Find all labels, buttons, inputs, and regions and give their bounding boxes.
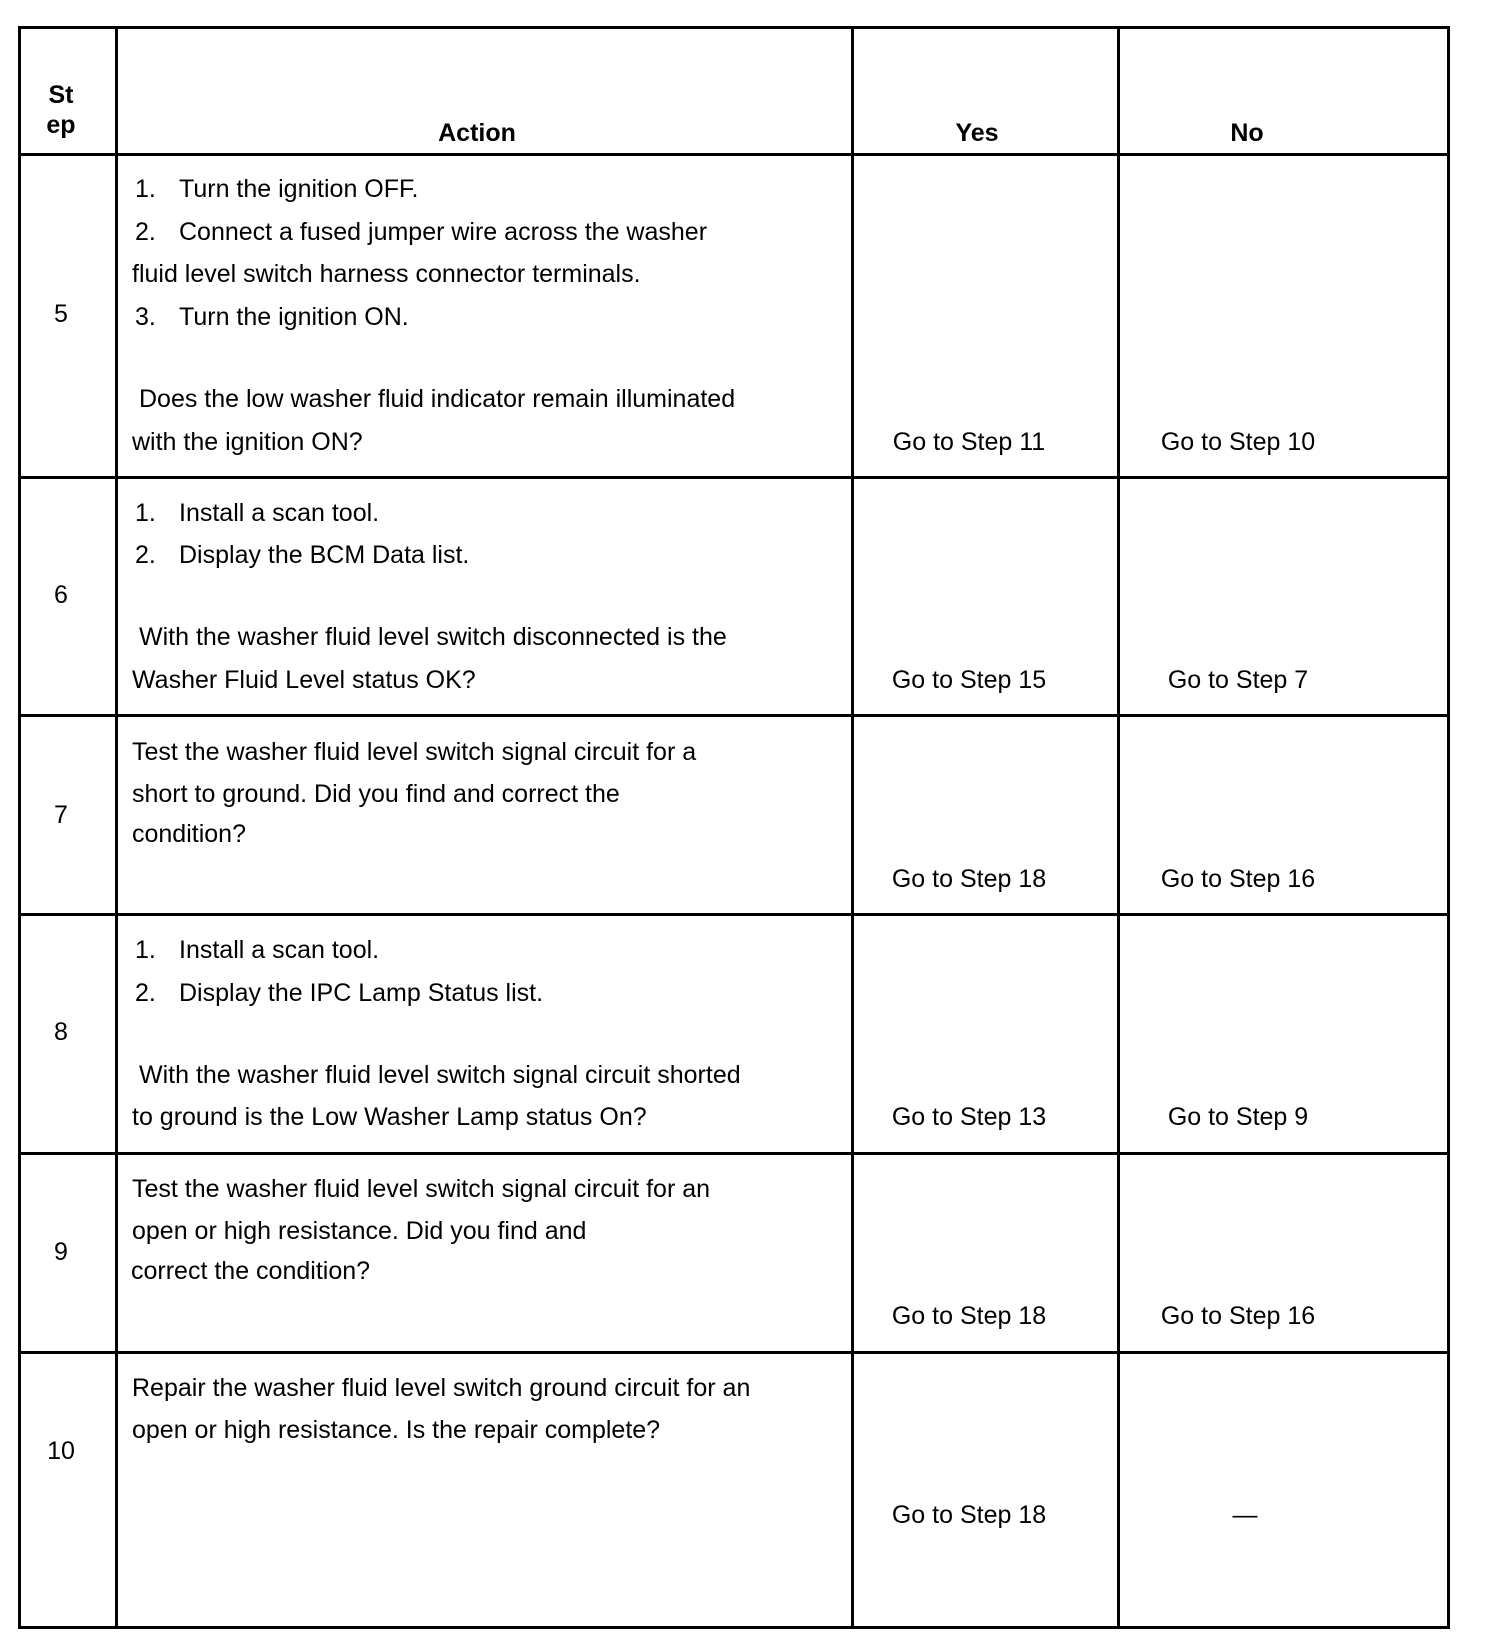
action-text: Test the washer fluid level switch signal circuit for an <box>132 1175 711 1203</box>
action-question: With the washer fluid level switch signal circuit shorted <box>139 1061 741 1089</box>
no-result: Go to Step 10 <box>1160 428 1316 456</box>
row-divider <box>21 476 1447 479</box>
column-divider <box>115 29 118 1626</box>
row-divider <box>21 1351 1447 1354</box>
action-question: with the ignition ON? <box>132 428 363 456</box>
action-item: 3. Turn the ignition ON. <box>135 303 409 331</box>
action-item: 2. Connect a fused jumper wire across the washer <box>135 218 708 246</box>
step-number: 6 <box>54 581 68 609</box>
no-result: — <box>1232 1501 1258 1529</box>
step-number: 9 <box>54 1238 68 1266</box>
action-text: open or high resistance. Did you find and <box>132 1217 587 1245</box>
action-item: 1. Turn the ignition OFF. <box>135 175 419 203</box>
no-result: Go to Step 9 <box>1167 1103 1309 1131</box>
header-step: St ep <box>46 81 76 139</box>
row-divider <box>21 913 1447 916</box>
no-result: Go to Step 16 <box>1160 865 1316 893</box>
action-question: With the washer fluid level switch disconnected is the <box>139 623 727 651</box>
step-number: 7 <box>54 801 68 829</box>
row-divider <box>21 1152 1447 1155</box>
yes-result: Go to Step 15 <box>891 666 1047 694</box>
header-no: No <box>1230 119 1264 147</box>
action-text: correct the condition? <box>131 1257 371 1285</box>
yes-result: Go to Step 18 <box>891 1501 1047 1529</box>
action-item: fluid level switch harness connector terminals. <box>132 260 641 288</box>
action-text: Test the washer fluid level switch signal circuit for a <box>132 738 697 766</box>
action-question: to ground is the Low Washer Lamp status On? <box>132 1103 647 1131</box>
row-divider <box>21 153 1447 156</box>
yes-result: Go to Step 18 <box>891 1302 1047 1330</box>
step-number: 10 <box>47 1437 75 1465</box>
action-item: 1. Install a scan tool. <box>135 936 380 964</box>
no-result: Go to Step 16 <box>1160 1302 1316 1330</box>
action-text: short to ground. Did you find and correct the <box>132 780 620 808</box>
no-result: Go to Step 7 <box>1167 666 1309 694</box>
step-number: 8 <box>54 1018 68 1046</box>
column-divider <box>851 29 854 1626</box>
action-item: 2. Display the IPC Lamp Status list. <box>135 979 544 1007</box>
diagnostic-table <box>18 26 1450 1629</box>
column-divider <box>1117 29 1120 1626</box>
yes-result: Go to Step 11 <box>892 428 1046 456</box>
action-item: 2. Display the BCM Data list. <box>135 541 470 569</box>
action-text: open or high resistance. Is the repair complete? <box>132 1416 661 1444</box>
header-yes: Yes <box>955 119 999 147</box>
header-action: Action <box>438 119 516 147</box>
action-question: Washer Fluid Level status OK? <box>132 666 476 694</box>
action-text: Repair the washer fluid level switch ground circuit for an <box>132 1374 751 1402</box>
action-item: 1. Install a scan tool. <box>135 499 380 527</box>
yes-result: Go to Step 18 <box>891 865 1047 893</box>
step-number: 5 <box>54 300 68 328</box>
action-text: condition? <box>132 820 246 848</box>
action-question: Does the low washer fluid indicator remain illuminated <box>139 385 736 413</box>
row-divider <box>21 714 1447 717</box>
yes-result: Go to Step 13 <box>891 1103 1047 1131</box>
